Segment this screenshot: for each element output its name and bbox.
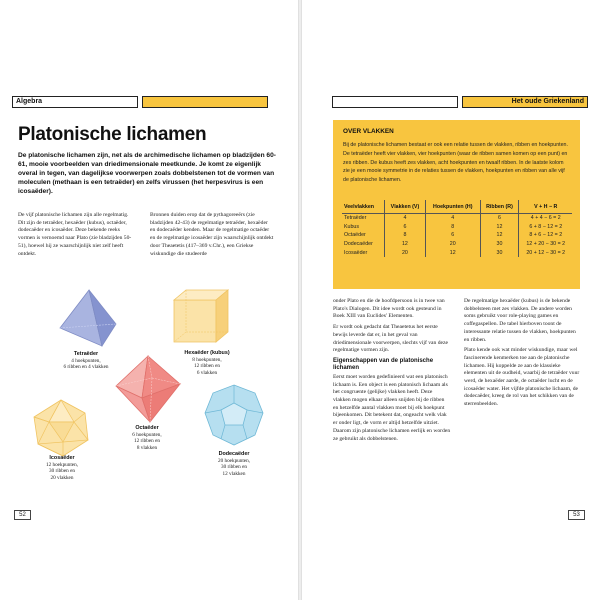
table-cell: 4 + 4 − 6 = 2 bbox=[519, 214, 572, 223]
section-subheading: Eigenschappen van de platonische lichamen bbox=[333, 357, 434, 372]
header-accent-bar bbox=[142, 96, 268, 108]
solid-detail: 12 hoekpunten, bbox=[46, 461, 78, 468]
solid-detail: 6 vlakken bbox=[196, 369, 218, 376]
solid-detail: 6 ribben en 4 vlakken bbox=[63, 364, 109, 370]
table-cell: 12 bbox=[480, 223, 519, 232]
section-label: Algebra bbox=[16, 98, 43, 105]
solid-detail: 30 ribben en bbox=[49, 468, 75, 474]
table-cell: 30 bbox=[480, 248, 519, 257]
dodecahedron-illustration bbox=[203, 383, 265, 447]
body-paragraph: Er wordt ook gedacht dat Theaetetus het eerste bewijs leverde dat er, in het geval van driedimensionale voorwerpen, slechts vijf van deze regelmatige vormen zijn. bbox=[333, 324, 448, 354]
table-cell: Dodecaëder bbox=[344, 241, 373, 248]
table-row bbox=[342, 240, 572, 249]
icosahedron-illustration bbox=[30, 398, 92, 458]
body-column-2 bbox=[150, 212, 274, 261]
table-header-row bbox=[342, 200, 572, 214]
table-cell: 20 + 12 − 30 = 2 bbox=[519, 248, 572, 257]
table-cell: 8 bbox=[384, 231, 425, 240]
table-row bbox=[342, 231, 572, 240]
table-header: Hoekpunten (H) bbox=[426, 200, 480, 214]
table-row bbox=[342, 214, 572, 223]
section-label: Het oude Griekenland bbox=[511, 98, 584, 105]
solid-name: Hexaëder (kubus) bbox=[184, 350, 230, 356]
table-cell: 8 + 6 − 12 = 2 bbox=[519, 231, 572, 240]
page-title: Platonische lichamen bbox=[18, 124, 207, 145]
info-box bbox=[333, 120, 580, 289]
body-paragraph: De regelmatige hexaëder (kubus) is de bekende dobbelsteen met zes vlakken. De andere worden soms gebruikt voor role-playing games en coffegaspellen. De tabel hierboven toont de interessante relatie tussen de vlakken, hoekpunten en ribben. bbox=[464, 298, 576, 343]
header-accent-bar bbox=[332, 96, 458, 108]
solid-detail: 8 hoekpunten, bbox=[192, 356, 222, 363]
table-header: Ribben (R) bbox=[480, 200, 519, 214]
table-cell: 6 bbox=[384, 223, 425, 232]
table-row bbox=[342, 248, 572, 257]
page-number: 53 bbox=[568, 510, 585, 520]
cube-illustration bbox=[170, 288, 232, 346]
table-cell: 30 bbox=[480, 240, 519, 249]
body-paragraph: Bronnen duiden erop dat de pythagoreeërs (zie bladzijden 42-43) de regelmatige tetraëder, hexaëder en dodecaëder kenden. Maar de regelmatige octaëder en de regelmatige icosaëder zijn waarschijnlijk ontdekt door Theaetetis (417–369 v.Chr.), een Griekse wiskundige die studeerde bbox=[150, 212, 274, 257]
solid-detail: 30 ribben en bbox=[221, 464, 247, 470]
lead-paragraph: De platonische lichamen zijn, net als de archimedische lichamen op bladzijden 60-61, mooie voorbeelden van driedimensionale meetkunde. Je komt ze eigenlijk overal in tegen, van dagelijkse voorwerpen zoals dobbelstenen tot de vormen van moleculen (methaan is een tetraëder) en zelfs virussen (het herpesvirus is een icosaëder). bbox=[18, 152, 276, 195]
solid-detail: 8 vlakken bbox=[136, 444, 158, 451]
table-cell: Icosaëder bbox=[344, 249, 368, 256]
solid-name: Octaëder bbox=[135, 425, 159, 431]
section-header bbox=[12, 96, 138, 108]
solid-detail: 12 ribben en bbox=[194, 363, 220, 369]
solid-detail: 12 ribben en bbox=[134, 438, 160, 444]
table-cell: 4 bbox=[384, 214, 425, 223]
section-header bbox=[462, 96, 588, 108]
solid-name: Icosaëder bbox=[49, 455, 75, 461]
table-cell: Octaëder bbox=[344, 232, 366, 239]
table-header: Veelvlakken bbox=[342, 200, 384, 214]
body-paragraph: Plato kende ook wat minder wiskundige, maar wel fascinerende kenmerken toe aan de platonische lichamen. Hij koppelde ze aan de klassieke elementen uit de oudheid, waarbij de tetraëder vuur werd, de hexaëder aarde, de octaëder lucht en de icosaëder water. Het vijfde platonische lichaam, de dodecaëder, kreeg de rol van het schikken van de sterrenbeelden. bbox=[464, 347, 580, 408]
body-paragraph: De vijf platonische lichamen zijn alle regelmatig. Dit zijn de tetraëder, hexaëder (kubus), octaëder, dodecaëder en icosaëder. Deze bekende reeks vormen is vernoemd naar Plato (zie bladzijden 50-51), hoewel hij ze waarschijnlijk niet zelf heeft ontdekt. bbox=[18, 212, 132, 257]
page-number: 52 bbox=[14, 510, 31, 520]
solid-detail: 20 hoekpunten, bbox=[218, 457, 250, 464]
tetrahedron-illustration bbox=[58, 288, 118, 350]
faces-table bbox=[342, 200, 572, 257]
body-column-1 bbox=[18, 212, 136, 261]
table-row bbox=[342, 223, 572, 232]
solid-detail: 6 hoekpunten, bbox=[132, 431, 162, 438]
solid-detail: 12 vlakken bbox=[222, 470, 246, 477]
body-paragraph: onder Plato en die de hoofdpersoon is in twee van Plato's Dialogen. Dit idee wordt ook gesteund in Boek XIII van Euclides' Elementen. bbox=[333, 298, 445, 320]
solid-name: Tetraëder bbox=[73, 351, 99, 357]
box-text: Bij de platonische lichamen bestaat er ook een relatie tussen de vlakken, ribben en hoekpunten. De tetraëder heeft vier vlakken, vier hoekpunten (waar de ribben samen komen op een punt) en zes ribben. De kubus heeft zes vlakken, acht hoekpunten en twaalf ribben. In de laatste kolom zie je een mooie symmetrie in de relaties tussen de vlakken, hoekpunten en ribben van alle vijf de platonische lichamen. bbox=[343, 142, 568, 184]
table-cell: 12 + 20 − 30 = 2 bbox=[519, 240, 572, 249]
octahedron-illustration bbox=[112, 354, 184, 424]
solid-detail: 4 hoekpunten, bbox=[71, 357, 101, 364]
body-column-3 bbox=[333, 298, 451, 446]
table-cell: 6 bbox=[426, 231, 480, 240]
octahedron-caption bbox=[114, 425, 180, 451]
dodecahedron-caption bbox=[202, 451, 266, 477]
table-header: Vlakken (V) bbox=[384, 200, 425, 214]
icosahedron-caption bbox=[28, 455, 96, 481]
solid-detail: 20 vlakken bbox=[50, 474, 74, 481]
table-cell: Kubus bbox=[344, 223, 360, 230]
body-paragraph: Eerst moet worden gedefinieerd wat een platonisch lichaam is. Een object is een platonisch lichaam als het congruente (gelijke) vlakken heeft. Deze vlakken mogen elkaar alleen snijden bij de ribben en hetzelfde aantal vlakken moet bij elk hoekpunt bijeenkomen. Dit betekent dat, ongeacht welk vlak er onder ligt, de vorm er altijd hetzelfde uitziet. Daarom zijn platonische lichamen eerlijk en worden ze gebruikt als dobbelstenen. bbox=[333, 373, 451, 442]
table-cell: 8 bbox=[426, 223, 480, 232]
table-cell: 6 + 8 − 12 = 2 bbox=[519, 223, 572, 232]
solid-name: Dodecaëder bbox=[218, 451, 250, 457]
left-page bbox=[0, 0, 298, 600]
table-cell: 12 bbox=[384, 240, 425, 249]
table-cell: 20 bbox=[384, 248, 425, 257]
table-header: V + H − R bbox=[519, 200, 572, 214]
table-cell: 20 bbox=[426, 240, 480, 249]
body-column-4 bbox=[464, 298, 582, 412]
table-cell: 4 bbox=[426, 214, 480, 223]
table-cell: 6 bbox=[480, 214, 519, 223]
table-cell: 12 bbox=[480, 231, 519, 240]
table-cell: Tetraëder bbox=[344, 215, 367, 222]
table-cell: 12 bbox=[426, 248, 480, 257]
box-title: OVER VLAKKEN bbox=[343, 128, 394, 135]
